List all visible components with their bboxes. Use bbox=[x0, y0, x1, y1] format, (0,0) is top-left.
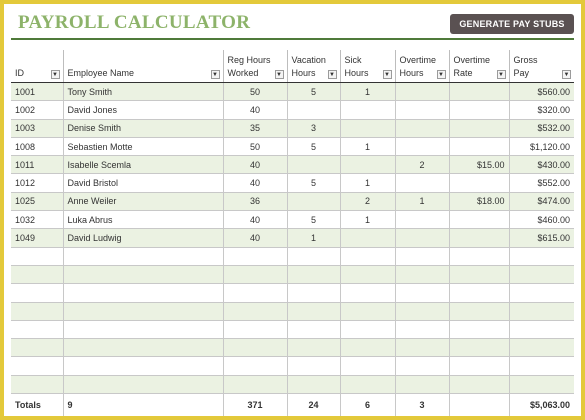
cell-overtime-rate[interactable]: $18.00 bbox=[449, 192, 509, 210]
cell-overtime-rate[interactable] bbox=[449, 375, 509, 393]
cell-gross-pay[interactable]: $320.00 bbox=[509, 101, 574, 119]
cell-employee-name[interactable]: Luka Abrus bbox=[63, 211, 223, 229]
cell-overtime-rate[interactable]: $15.00 bbox=[449, 156, 509, 174]
table-row bbox=[11, 174, 574, 192]
cell-reg-hours[interactable] bbox=[223, 320, 287, 338]
table-row bbox=[11, 137, 574, 155]
cell-gross-pay[interactable]: $430.00 bbox=[509, 156, 574, 174]
table-row bbox=[11, 247, 574, 265]
cell-vacation-hours[interactable] bbox=[287, 101, 340, 119]
cell-sick-hours[interactable] bbox=[340, 339, 395, 357]
table-row bbox=[11, 357, 574, 375]
table-row bbox=[11, 156, 574, 174]
cell-reg-hours[interactable]: 40 bbox=[223, 229, 287, 247]
cell-employee-name[interactable]: Sebastien Motte bbox=[63, 137, 223, 155]
dropdown-arrow-icon[interactable]: ▼ bbox=[498, 71, 504, 78]
cell-vacation-hours[interactable]: 3 bbox=[287, 119, 340, 137]
cell-reg-hours[interactable]: 40 bbox=[223, 156, 287, 174]
cell-reg-hours[interactable]: 35 bbox=[223, 119, 287, 137]
totals-row bbox=[11, 394, 574, 417]
cell-id[interactable]: 1003 bbox=[11, 119, 63, 137]
totals-gross-pay: $5,063.00 bbox=[509, 394, 574, 417]
col-otrate-label-2: Rate bbox=[453, 68, 473, 78]
cell-overtime-hours[interactable] bbox=[395, 320, 449, 338]
cell-overtime-hours[interactable] bbox=[395, 101, 449, 119]
cell-gross-pay[interactable] bbox=[509, 302, 574, 320]
cell-gross-pay[interactable] bbox=[509, 284, 574, 302]
cell-gross-pay[interactable]: $560.00 bbox=[509, 83, 574, 101]
cell-employee-name[interactable] bbox=[63, 302, 223, 320]
cell-id[interactable]: 1001 bbox=[11, 83, 63, 101]
cell-sick-hours[interactable] bbox=[340, 247, 395, 265]
totals-overtime-hours: 3 bbox=[395, 394, 449, 417]
col-id-label: ID bbox=[15, 68, 24, 78]
col-otrate-label-1: Overtime bbox=[453, 55, 491, 65]
cell-id[interactable]: 1002 bbox=[11, 101, 63, 119]
cell-vacation-hours[interactable] bbox=[287, 192, 340, 210]
col-reg-label-2: Worked bbox=[227, 68, 259, 78]
cell-employee-name[interactable]: David Bristol bbox=[63, 174, 223, 192]
cell-employee-name[interactable]: David Ludwig bbox=[63, 229, 223, 247]
cell-vacation-hours[interactable]: 5 bbox=[287, 211, 340, 229]
cell-id[interactable]: 1008 bbox=[11, 137, 63, 155]
dropdown-arrow-icon[interactable]: ▼ bbox=[384, 71, 390, 78]
table-body bbox=[11, 83, 574, 394]
dropdown-arrow-icon[interactable]: ▼ bbox=[329, 71, 335, 78]
totals-sick-hours: 6 bbox=[340, 394, 395, 417]
cell-reg-hours[interactable]: 50 bbox=[223, 137, 287, 155]
col-gross-label-1: Gross bbox=[513, 55, 538, 65]
cell-sick-hours[interactable] bbox=[340, 101, 395, 119]
dropdown-arrow-icon[interactable]: ▼ bbox=[52, 71, 58, 78]
cell-gross-pay[interactable] bbox=[509, 339, 574, 357]
cell-overtime-hours[interactable] bbox=[395, 302, 449, 320]
cell-vacation-hours[interactable]: 1 bbox=[287, 229, 340, 247]
cell-vacation-hours[interactable]: 5 bbox=[287, 83, 340, 101]
cell-gross-pay[interactable]: $474.00 bbox=[509, 192, 574, 210]
cell-id[interactable] bbox=[11, 357, 63, 375]
cell-sick-hours[interactable]: 1 bbox=[340, 174, 395, 192]
cell-overtime-rate[interactable] bbox=[449, 320, 509, 338]
cell-vacation-hours[interactable] bbox=[287, 247, 340, 265]
cell-id[interactable] bbox=[11, 375, 63, 393]
dropdown-arrow-icon[interactable]: ▼ bbox=[438, 71, 444, 78]
cell-overtime-hours[interactable] bbox=[395, 357, 449, 375]
cell-id[interactable]: 1049 bbox=[11, 229, 63, 247]
cell-overtime-rate[interactable] bbox=[449, 302, 509, 320]
cell-overtime-hours[interactable] bbox=[395, 83, 449, 101]
col-name-label: Employee Name bbox=[67, 68, 135, 78]
cell-vacation-hours[interactable] bbox=[287, 265, 340, 283]
cell-gross-pay[interactable]: $552.00 bbox=[509, 174, 574, 192]
col-reg-label-1: Reg Hours bbox=[227, 55, 271, 65]
cell-overtime-hours[interactable] bbox=[395, 119, 449, 137]
cell-employee-name[interactable] bbox=[63, 247, 223, 265]
cell-overtime-rate[interactable] bbox=[449, 357, 509, 375]
cell-reg-hours[interactable] bbox=[223, 265, 287, 283]
cell-gross-pay[interactable] bbox=[509, 357, 574, 375]
cell-gross-pay[interactable] bbox=[509, 320, 574, 338]
title-divider bbox=[11, 38, 574, 40]
cell-id[interactable] bbox=[11, 320, 63, 338]
cell-overtime-rate[interactable] bbox=[449, 339, 509, 357]
cell-overtime-hours[interactable] bbox=[395, 229, 449, 247]
dropdown-arrow-icon[interactable]: ▼ bbox=[276, 71, 282, 78]
table-row bbox=[11, 101, 574, 119]
cell-sick-hours[interactable] bbox=[340, 265, 395, 283]
cell-sick-hours[interactable] bbox=[340, 375, 395, 393]
col-sick-label-1: Sick bbox=[344, 55, 362, 65]
table-row bbox=[11, 320, 574, 338]
cell-overtime-rate[interactable] bbox=[449, 119, 509, 137]
cell-overtime-rate[interactable] bbox=[449, 284, 509, 302]
cell-overtime-hours[interactable] bbox=[395, 339, 449, 357]
cell-reg-hours[interactable] bbox=[223, 247, 287, 265]
totals-overtime-rate bbox=[449, 394, 509, 417]
cell-reg-hours[interactable] bbox=[223, 357, 287, 375]
col-ot-label-2: Hours bbox=[399, 68, 424, 78]
cell-reg-hours[interactable] bbox=[223, 302, 287, 320]
cell-overtime-hours[interactable] bbox=[395, 247, 449, 265]
totals-vacation-hours: 24 bbox=[287, 394, 340, 417]
col-ot-header bbox=[395, 50, 449, 83]
cell-employee-name[interactable] bbox=[63, 357, 223, 375]
cell-sick-hours[interactable] bbox=[340, 284, 395, 302]
cell-sick-hours[interactable]: 1 bbox=[340, 137, 395, 155]
col-otrate-header bbox=[449, 50, 509, 83]
cell-overtime-rate[interactable] bbox=[449, 83, 509, 101]
cell-gross-pay[interactable] bbox=[509, 265, 574, 283]
cell-overtime-hours[interactable] bbox=[395, 375, 449, 393]
cell-reg-hours[interactable] bbox=[223, 375, 287, 393]
cell-id[interactable]: 1011 bbox=[11, 156, 63, 174]
generate-pay-stubs-button[interactable]: GENERATE PAY STUBS bbox=[450, 14, 574, 34]
cell-id[interactable] bbox=[11, 284, 63, 302]
table-row bbox=[11, 302, 574, 320]
col-ot-label-1: Overtime bbox=[399, 55, 437, 65]
col-gross-header bbox=[509, 50, 574, 83]
cell-sick-hours[interactable] bbox=[340, 357, 395, 375]
cell-sick-hours[interactable] bbox=[340, 156, 395, 174]
cell-sick-hours[interactable]: 1 bbox=[340, 83, 395, 101]
cell-reg-hours[interactable]: 40 bbox=[223, 211, 287, 229]
cell-id[interactable]: 1032 bbox=[11, 211, 63, 229]
col-reg-header bbox=[223, 50, 287, 83]
cell-overtime-hours[interactable] bbox=[395, 284, 449, 302]
cell-vacation-hours[interactable] bbox=[287, 156, 340, 174]
cell-employee-name[interactable]: Tony Smith bbox=[63, 83, 223, 101]
table-row bbox=[11, 265, 574, 283]
col-vac-label-1: Vacation bbox=[291, 55, 326, 65]
cell-overtime-hours[interactable]: 2 bbox=[395, 156, 449, 174]
cell-sick-hours[interactable] bbox=[340, 302, 395, 320]
cell-id[interactable]: 1012 bbox=[11, 174, 63, 192]
header-row bbox=[11, 50, 574, 83]
col-vac-header bbox=[287, 50, 340, 83]
cell-employee-name[interactable]: Isabelle Scemla bbox=[63, 156, 223, 174]
table-row bbox=[11, 375, 574, 393]
cell-overtime-hours[interactable]: 1 bbox=[395, 192, 449, 210]
cell-gross-pay[interactable]: $460.00 bbox=[509, 211, 574, 229]
cell-overtime-hours[interactable] bbox=[395, 137, 449, 155]
cell-sick-hours[interactable]: 2 bbox=[340, 192, 395, 210]
cell-gross-pay[interactable]: $532.00 bbox=[509, 119, 574, 137]
table-row bbox=[11, 284, 574, 302]
cell-sick-hours[interactable] bbox=[340, 320, 395, 338]
cell-id[interactable] bbox=[11, 247, 63, 265]
cell-overtime-hours[interactable] bbox=[395, 211, 449, 229]
cell-id[interactable] bbox=[11, 265, 63, 283]
cell-employee-name[interactable] bbox=[63, 339, 223, 357]
cell-reg-hours[interactable]: 50 bbox=[223, 83, 287, 101]
table-row bbox=[11, 229, 574, 247]
table-row bbox=[11, 83, 574, 101]
totals-reg-hours: 371 bbox=[223, 394, 287, 417]
cell-id[interactable] bbox=[11, 302, 63, 320]
table-row bbox=[11, 192, 574, 210]
dropdown-arrow-icon[interactable]: ▼ bbox=[212, 71, 218, 78]
cell-reg-hours[interactable]: 36 bbox=[223, 192, 287, 210]
cell-reg-hours[interactable] bbox=[223, 339, 287, 357]
cell-reg-hours[interactable]: 40 bbox=[223, 101, 287, 119]
col-gross-label-2: Pay bbox=[513, 68, 530, 78]
cell-gross-pay[interactable] bbox=[509, 247, 574, 265]
cell-reg-hours[interactable] bbox=[223, 284, 287, 302]
cell-employee-name[interactable] bbox=[63, 265, 223, 283]
cell-gross-pay[interactable]: $1,120.00 bbox=[509, 137, 574, 155]
table-row bbox=[11, 211, 574, 229]
cell-vacation-hours[interactable] bbox=[287, 339, 340, 357]
cell-vacation-hours[interactable] bbox=[287, 284, 340, 302]
cell-vacation-hours[interactable] bbox=[287, 302, 340, 320]
cell-gross-pay[interactable]: $615.00 bbox=[509, 229, 574, 247]
cell-overtime-hours[interactable] bbox=[395, 174, 449, 192]
col-id-header bbox=[11, 50, 63, 83]
cell-vacation-hours[interactable] bbox=[287, 375, 340, 393]
cell-employee-name[interactable]: Denise Smith bbox=[63, 119, 223, 137]
cell-overtime-rate[interactable] bbox=[449, 211, 509, 229]
cell-sick-hours[interactable] bbox=[340, 229, 395, 247]
cell-employee-name[interactable] bbox=[63, 284, 223, 302]
cell-employee-name[interactable] bbox=[63, 320, 223, 338]
cell-employee-name[interactable]: Anne Weiler bbox=[63, 192, 223, 210]
cell-overtime-rate[interactable] bbox=[449, 229, 509, 247]
cell-employee-name[interactable]: David Jones bbox=[63, 101, 223, 119]
table-row bbox=[11, 339, 574, 357]
cell-sick-hours[interactable] bbox=[340, 119, 395, 137]
col-vac-label-2: Hours bbox=[291, 68, 316, 78]
cell-reg-hours[interactable]: 40 bbox=[223, 174, 287, 192]
dropdown-arrow-icon[interactable]: ▼ bbox=[563, 71, 570, 78]
table-row bbox=[11, 119, 574, 137]
cell-vacation-hours[interactable]: 5 bbox=[287, 174, 340, 192]
payroll-table bbox=[11, 50, 574, 416]
cell-gross-pay[interactable] bbox=[509, 375, 574, 393]
col-sick-header bbox=[340, 50, 395, 83]
cell-overtime-rate[interactable] bbox=[449, 101, 509, 119]
col-sick-label-2: Hours bbox=[344, 68, 369, 78]
cell-sick-hours[interactable]: 1 bbox=[340, 211, 395, 229]
cell-vacation-hours[interactable] bbox=[287, 320, 340, 338]
page-title: PAYROLL CALCULATOR bbox=[18, 12, 251, 33]
cell-overtime-rate[interactable] bbox=[449, 137, 509, 155]
col-name-header bbox=[63, 50, 223, 83]
cell-overtime-rate[interactable] bbox=[449, 265, 509, 283]
cell-id[interactable] bbox=[11, 339, 63, 357]
cell-id[interactable]: 1025 bbox=[11, 192, 63, 210]
cell-overtime-rate[interactable] bbox=[449, 174, 509, 192]
cell-vacation-hours[interactable] bbox=[287, 357, 340, 375]
cell-employee-name[interactable] bbox=[63, 375, 223, 393]
cell-overtime-hours[interactable] bbox=[395, 265, 449, 283]
cell-overtime-rate[interactable] bbox=[449, 247, 509, 265]
cell-vacation-hours[interactable]: 5 bbox=[287, 137, 340, 155]
totals-label: Totals bbox=[11, 394, 63, 417]
totals-count: 9 bbox=[63, 394, 223, 417]
